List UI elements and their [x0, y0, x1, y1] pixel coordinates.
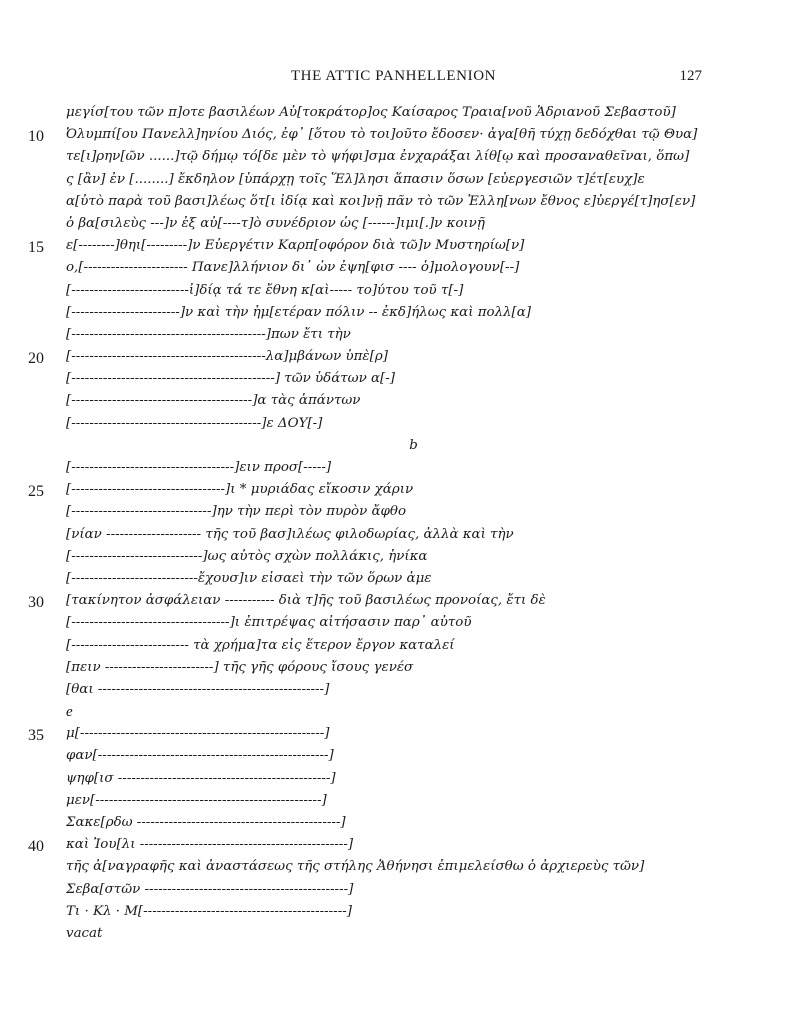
- inscription-line: [0, 326, 787, 348]
- inscription-line: [0, 193, 787, 215]
- inscription-line: [0, 415, 787, 437]
- line-text: [------------------------------------]ειν προσ[-----]: [66, 460, 332, 475]
- line-text: [---------------------------------------------] τῶν ὑδάτων α[-]: [66, 371, 396, 387]
- running-title: THE ATTIC PANHELLENION: [290, 68, 497, 84]
- line-text: vacat: [66, 925, 103, 941]
- line-text: [τακίνητον ἀσφάλειαν ----------- διὰ τ]ῆς τοῦ βασιλέως προνοίας, ἔτι δὲ: [66, 593, 546, 609]
- inscription-line: [0, 237, 787, 259]
- line-text: [θαι --------------------------------------------------]: [66, 681, 330, 697]
- line-text: [--------------------------ἰ]δίᾳ τά τε ἔθνη κ[αὶ----- το]ύτου τοῦ τ[-]: [66, 282, 464, 298]
- line-number: 25: [28, 483, 44, 501]
- line-text: [----------------------------------------]α τὰς ἁπάντων: [66, 393, 361, 409]
- line-number: 20: [28, 350, 44, 368]
- line-text: [------------------------------------------]ε ΔΟΥ[-]: [66, 415, 323, 431]
- inscription-line: [0, 792, 787, 814]
- inscription-line: [0, 614, 787, 636]
- inscription-line: [0, 858, 787, 880]
- section-label: [0, 703, 787, 725]
- inscription-line: [0, 503, 787, 525]
- inscription-line: [0, 126, 787, 148]
- line-text: [-------------------------- τὰ χρήμα]τα εἰς ἕτερον ἔργον καταλεί: [66, 637, 455, 653]
- line-text: [----------------------------ἔχουσ]ιν εἰσαεὶ τὴν τῶν ὅρων ἀμε: [66, 570, 432, 586]
- line-text: Ὀλυμπί[ου Πανελλ]ηνίου Διός, ἐφ᾽ [ὅτου τὸ τοι]οῦτο ἔδοσεν· ἀγα[θῆ τύχῃ δεδόχθαι τῷ Θυα]: [66, 127, 698, 143]
- inscription-line: [0, 814, 787, 836]
- inscription-line: [0, 282, 787, 304]
- inscription-line: [0, 215, 787, 237]
- inscription-line: [0, 259, 787, 281]
- inscription-line: [0, 148, 787, 170]
- line-text: [----------------------------------]ι * μυριάδας εἴκοσιν χάριν: [66, 482, 414, 498]
- inscription-line: [0, 725, 787, 747]
- line-number: 10: [28, 128, 44, 146]
- inscription-line: [0, 836, 787, 858]
- inscription-line: [0, 348, 787, 370]
- line-text: τῆς ἀ[ναγραφῆς καὶ ἀναστάσεως τῆς στήλης Ἀθήνησι ἐπιμελείσθω ὁ ἀρχιερεὺς τῶν]: [66, 859, 645, 875]
- inscription-line: [0, 481, 787, 503]
- line-text: ς [ἂν] ἐν [........] ἔκδηλον [ὑπάρχῃ τοῖς Ἕλ]λησι ἅπασιν ὅσων [εὐεργεσιῶν τ]έτ[ευχ]ε: [66, 171, 645, 187]
- inscription-line: [0, 681, 787, 703]
- inscription-text: [0, 104, 787, 947]
- inscription-line: [0, 548, 787, 570]
- line-text: τε[ι]ρην[ῶν ......]τῷ δήμῳ τό[δε μὲν τὸ ψήφι]σμα ἐνχαράξαι λίθ[ῳ καὶ προσαναθεῖναι, ὅπω]: [66, 149, 690, 165]
- line-text: [------------------------]ν καὶ τὴν ἡμ[ετέραν πόλιν -- ἐκδ]ήλως καὶ πολλ[α]: [66, 304, 532, 320]
- inscription-line: [0, 592, 787, 614]
- line-number: 30: [28, 594, 44, 612]
- inscription-line: [0, 747, 787, 769]
- inscription-line: [0, 925, 787, 947]
- line-text: καὶ Ἰου[λι ----------------------------------------------]: [66, 837, 354, 853]
- line-text: Σακε[ρδω ---------------------------------------------]: [66, 815, 346, 830]
- line-text: [πειν ------------------------] τῆς γῆς φόρους ἴσους γενέσ: [66, 659, 414, 675]
- inscription-line: [0, 770, 787, 792]
- line-text: α[ὐτὸ παρὰ τοῦ βασι]λέως ὅτ[ι ἰδίᾳ καὶ κοι]νῇ πᾶν τὸ τῶν Ἑλλη[νων ἔθνος ε]ὐεργέ[τ]ησ[εν]: [66, 193, 696, 209]
- line-text: [-------------------------------]ην τὴν περὶ τὸν πυρὸν ἄφθο: [66, 504, 407, 520]
- page-number: 127: [679, 68, 702, 84]
- section-label: [0, 437, 787, 459]
- line-number: 40: [28, 838, 44, 856]
- inscription-line: [0, 903, 787, 925]
- inscription-line: [0, 526, 787, 548]
- line-text: [-----------------------------------]ι ἐπιτρέψας αἰτήσασιν παρ᾽ αὐτοῦ: [66, 615, 472, 631]
- page-header: [0, 68, 787, 88]
- inscription-line: [0, 370, 787, 392]
- inscription-line: [0, 171, 787, 193]
- line-text: ε[--------]θηι[---------]ν Εὐεργέτιν Καρπ[οφόρον διὰ τῶ]ν Μυστηρίω[ν]: [66, 238, 525, 254]
- inscription-line: [0, 881, 787, 903]
- inscription-line: [0, 637, 787, 659]
- line-text: [-------------------------------------------λα]μβάνων ὑπὲ[ρ]: [66, 349, 388, 365]
- inscription-line: [0, 392, 787, 414]
- line-text: [νίαν --------------------- τῆς τοῦ βασ]ιλέως φιλοδωρίας, ἀλλὰ καὶ τὴν: [66, 526, 514, 542]
- line-text: μεγίσ[του τῶν π]οτε βασιλέων Αὐ[τοκράτορ]ος Καίσαρος Τραια[νοῦ Ἁδριανοῦ Σεβαστοῦ]: [66, 105, 676, 120]
- line-text: φαν[---------------------------------------------------]: [66, 748, 334, 764]
- inscription-line: [0, 104, 787, 126]
- line-text: ψηφ[ισ -----------------------------------------------]: [66, 770, 336, 786]
- line-number: 15: [28, 239, 44, 257]
- line-text: μ[------------------------------------------------------]: [66, 726, 330, 742]
- inscription-line: [0, 304, 787, 326]
- line-text: Τι · Κλ · Μ[---------------------------------------------]: [66, 903, 352, 919]
- line-text: [-------------------------------------------]πων ἔτι τὴν: [66, 326, 351, 342]
- line-text: [-----------------------------]ως αὐτὸς σχὼν πολλάκις, ἡνίκα: [66, 548, 428, 564]
- line-number: 35: [28, 727, 44, 745]
- inscription-line: [0, 659, 787, 681]
- line-text: b: [409, 437, 418, 453]
- line-text: Σεβα[στῶν ---------------------------------------------]: [66, 881, 354, 897]
- line-text: μεν[--------------------------------------------------]: [66, 792, 327, 808]
- inscription-line: [0, 570, 787, 592]
- line-text: e: [66, 704, 73, 721]
- inscription-line: [0, 459, 787, 481]
- line-text: ὁ βα[σιλεὺς ---]ν ἐξ αὐ[----τ]ὸ συνέδριον ὡς [------]ιμι[.]ν κοινῇ: [66, 215, 485, 231]
- line-text: ο,[----------------------- Πανε]λλήνιον δι᾽ ὧν ἐψη[φισ ---- ὁ]μολογουν[--]: [66, 260, 520, 276]
